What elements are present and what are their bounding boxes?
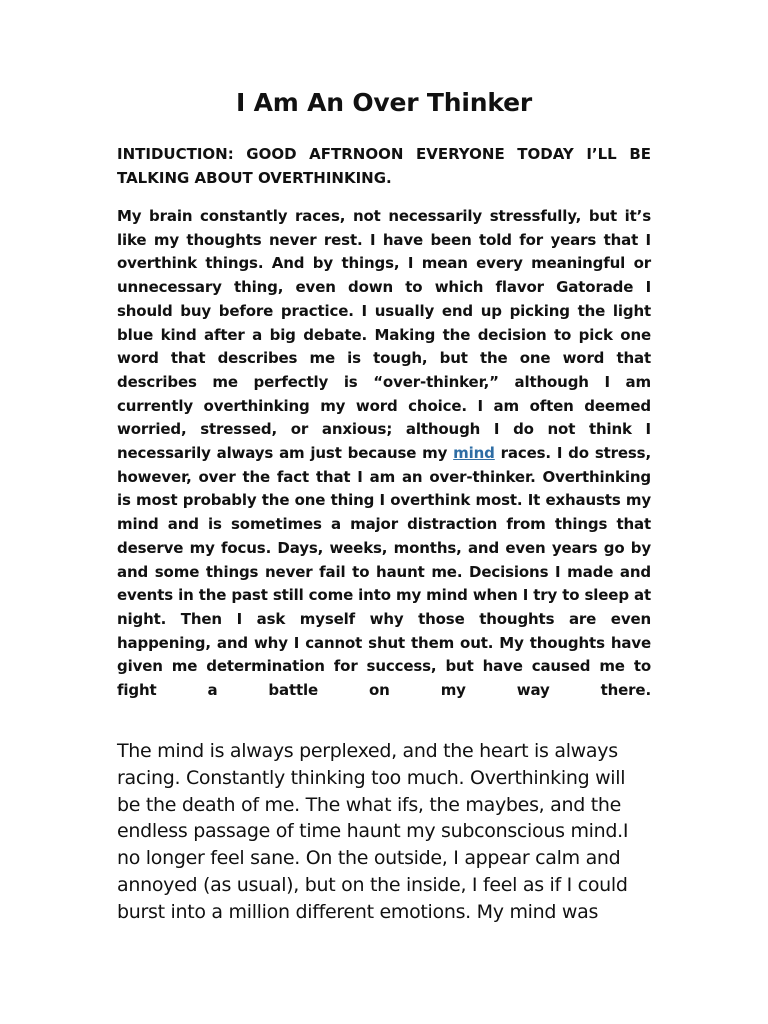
document-title: I Am An Over Thinker [236,88,532,117]
document-page [117,0,651,1024]
introduction-paragraph: INTIDUCTION: GOOD AFTRNOON EVERYONE TODAY I’LL BE TALKING ABOUT OVERTHINKING. [117,145,651,187]
paragraph-1-text-before-link: My brain constantly races, not necessarily stressfully, but it’s like my thoughts never rest. I have been told for years that I overthink things. And by things, I mean every meaningful or unnecessary thing, even down to which flavor Gatorade I should buy before practice. I usually end up picking the light blue kind after a big debate. Making the decision to pick one word that describes me is tough, but the one word that describes me perfectly is “over-thinker,” although I am currently overthinking my word choice. I am often deemed worried, stressed, or anxious; although I do not think I necessarily always am just because my [117,207,651,463]
body-paragraph-1 [117,205,651,703]
body-paragraph-2: The mind is always perplexed, and the heart is always racing. Constantly thinking too much. Overthinking will be the death of me. The what ifs, the maybes, and the endless passage of time haunt my subconscious mind.I no longer feel sane. On the outside, I appear calm and annoyed (as usual), but on the inside, I feel as if I could burst into a million different emotions. My mind was [117,740,629,923]
mind-link[interactable]: mind [453,444,495,463]
paragraph-1-text-after-link: races. I do stress, however, over the fact that I am an over-thinker. Overthinking is most probably the one thing I overthink most. It exhausts my mind and is sometimes a major distraction from things that deserve my focus. Days, weeks, months, and even years go by and some things never fail to haunt me. Decisions I made and events in the past still come into my mind when I try to sleep at night. Then I ask myself why those thoughts are even happening, and why I cannot shut them out. My thoughts have given me determination for success, but have caused me to fight a battle on my way there. [117,444,651,700]
